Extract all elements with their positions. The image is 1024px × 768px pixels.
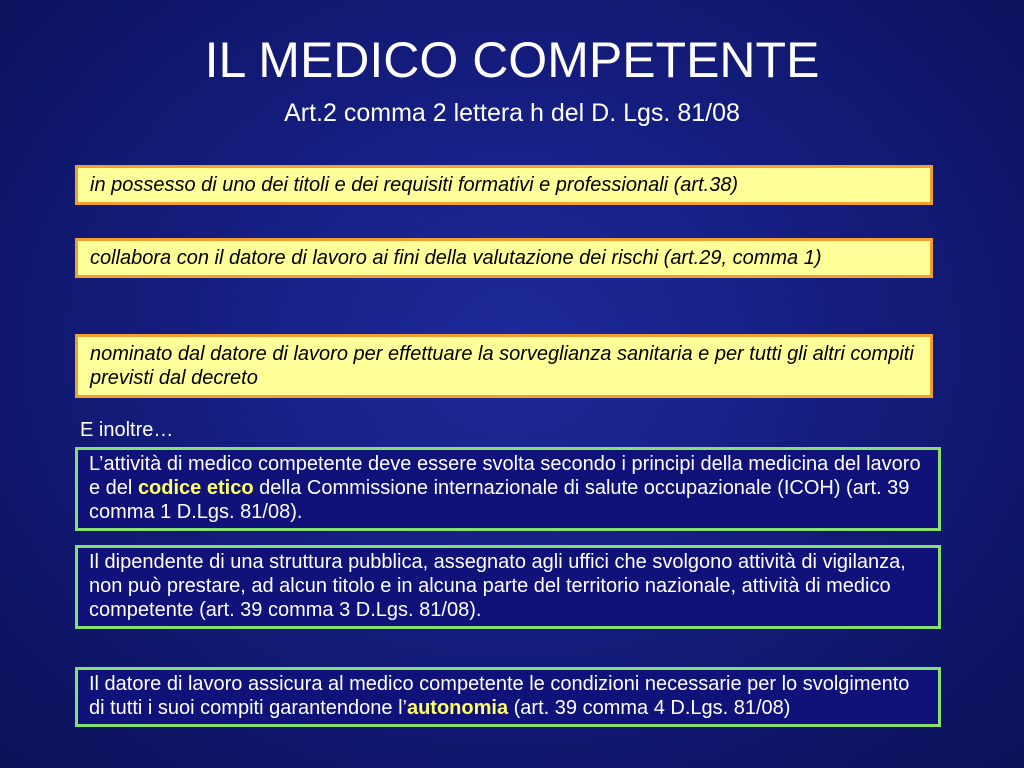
extra-box-autonomia bbox=[75, 667, 941, 727]
definition-box-sorveglianza bbox=[75, 334, 933, 398]
extra-box-codice-etico bbox=[75, 447, 941, 531]
highlight-autonomia: autonomia bbox=[406, 697, 509, 719]
extra-box-vigilanza bbox=[75, 545, 941, 629]
extra-text-after: (art. 39 comma 4 D.Lgs. 81/08) bbox=[508, 697, 791, 719]
definition-box-titoli bbox=[75, 165, 933, 205]
extra-label: E inoltre… bbox=[80, 419, 174, 441]
definition-text: nominato dal datore di lavoro per effettuare la sorveglianza sanitaria e per tutti gli altri compiti previsti dal decreto bbox=[90, 343, 914, 389]
definition-text: in possesso di uno dei titoli e dei requisiti formativi e professionali (art.38) bbox=[90, 174, 739, 196]
extra-text: Il dipendente di una struttura pubblica, assegnato agli uffici che svolgono attività di vigilanza, non può prestare, ad alcun titolo e in alcuna parte del territorio nazionale, attività di medico competente (art. 39 comma 3 D.Lgs. 81/08). bbox=[89, 551, 906, 621]
slide-subtitle: Art.2 comma 2 lettera h del D. Lgs. 81/08 bbox=[284, 99, 740, 127]
extra-text-after: della Commissione internazionale di salute occupazionale (ICOH) (art. 39 comma 1 D.Lgs. 81/08). bbox=[89, 477, 910, 523]
slide-title: IL MEDICO COMPETENTE bbox=[204, 32, 820, 88]
highlight-codice-etico: codice etico bbox=[137, 477, 254, 499]
definition-box-valutazione-rischi bbox=[75, 238, 933, 278]
extra-text-before: Il datore di lavoro assicura al medico competente le condizioni necessarie per lo svolgimento di tutti i suoi compiti garantendone l’ bbox=[89, 673, 910, 719]
extra-text-before: L’attività di medico competente deve essere svolta secondo i principi della medicina del lavoro e del bbox=[89, 453, 921, 499]
definition-text: collabora con il datore di lavoro ai fini della valutazione dei rischi (art.29, comma 1) bbox=[90, 247, 822, 269]
